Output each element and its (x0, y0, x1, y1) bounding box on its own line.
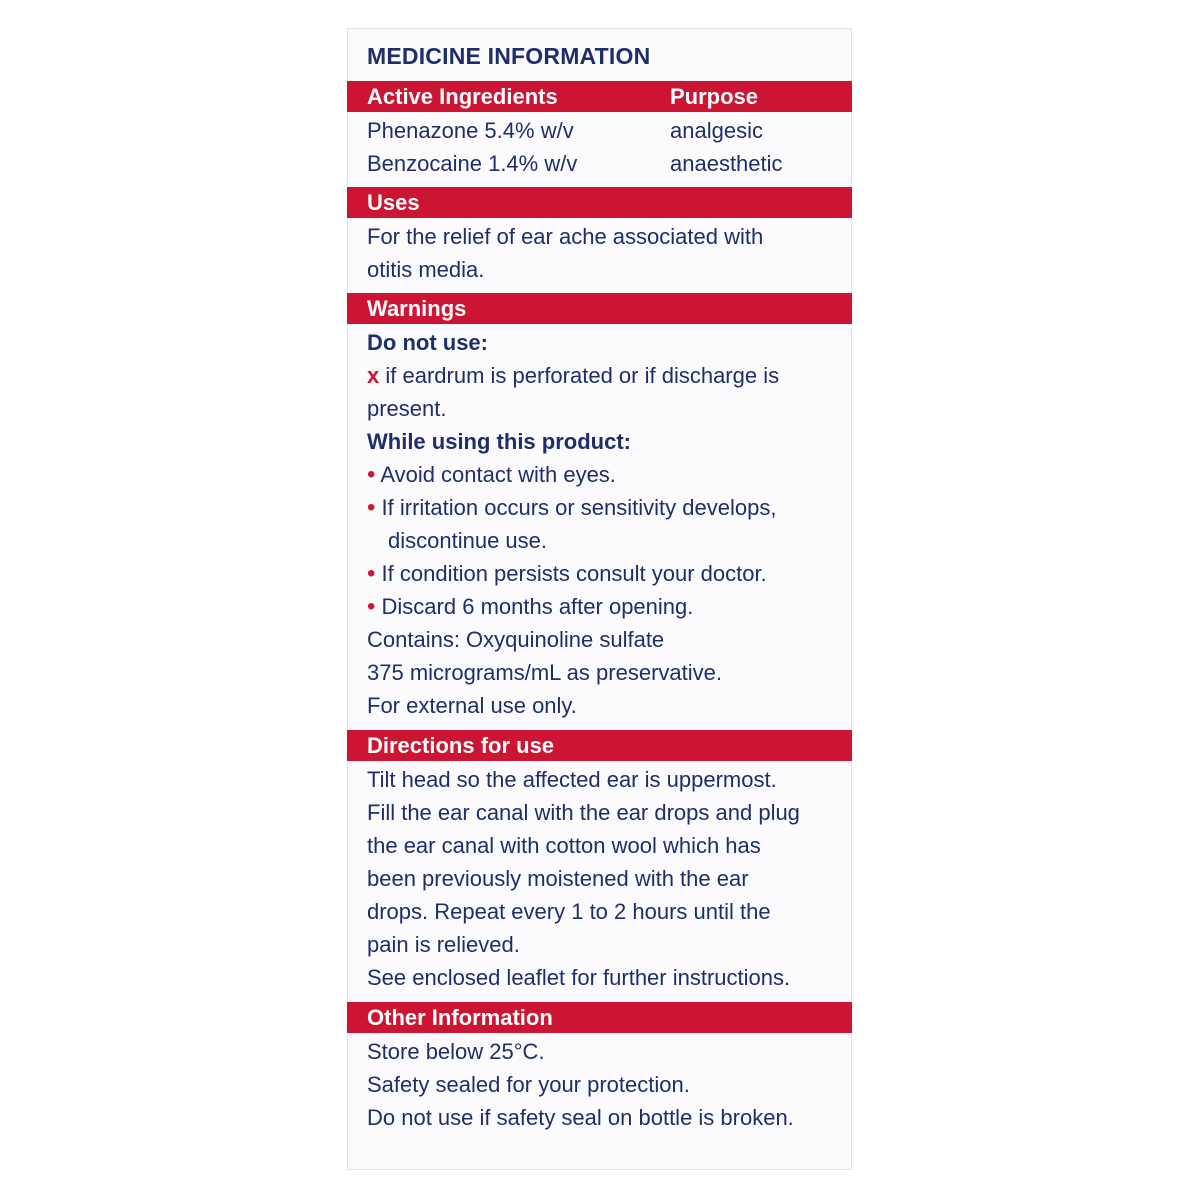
warnings-label: Warnings (367, 296, 467, 321)
purpose-label: Purpose (670, 84, 759, 109)
bullet-icon: • (367, 593, 376, 620)
directions-text: drops. Repeat every 1 to 2 hours until the (367, 899, 771, 924)
directions-label: Directions for use (367, 733, 555, 758)
uses-text: otitis media. (367, 257, 485, 282)
bullet-icon: • (367, 494, 376, 521)
bullet-text: If irritation occurs or sensitivity develops, (381, 495, 777, 520)
do-not-use-item (367, 359, 779, 392)
bullet-text-continued: discontinue use. (388, 528, 547, 553)
other-info-text: Do not use if safety seal on bottle is broken. (367, 1105, 794, 1130)
warning-bullet-item (367, 557, 767, 590)
do-not-use-heading: Do not use: (367, 330, 488, 355)
bullet-icon: • (367, 560, 376, 587)
ingredient-purpose: anaesthetic (670, 151, 783, 176)
uses-header (347, 187, 852, 218)
directions-text: been previously moistened with the ear (367, 866, 749, 891)
warning-extra-text: Contains: Oxyquinoline sulfate (367, 627, 665, 652)
bullet-text: Discard 6 months after opening. (381, 594, 694, 619)
directions-text: See enclosed leaflet for further instructions. (367, 965, 791, 990)
warning-extra-text: 375 micrograms/mL as preservative. (367, 660, 722, 685)
do-not-use-text: present. (367, 396, 447, 421)
warning-bullet-item (367, 590, 693, 623)
other-info-text: Safety sealed for your protection. (367, 1072, 690, 1097)
other-info-header (347, 1002, 852, 1033)
warnings-header (347, 293, 852, 324)
warning-bullet-item (367, 491, 776, 524)
ingredient-name: Phenazone 5.4% w/v (367, 118, 574, 143)
warning-bullet-item (367, 458, 616, 491)
directions-text: Fill the ear canal with the ear drops and plug (367, 800, 800, 825)
page-title: MEDICINE INFORMATION (367, 43, 651, 69)
bullet-text: Avoid contact with eyes. (380, 462, 616, 487)
other-info-text: Store below 25°C. (367, 1039, 545, 1064)
x-mark-icon: x (367, 363, 380, 388)
active-ingredients-label: Active Ingredients (367, 84, 558, 109)
warning-extra-text: For external use only. (367, 693, 577, 718)
do-not-use-text: if eardrum is perforated or if discharge is (385, 363, 780, 388)
directions-text: pain is relieved. (367, 932, 520, 957)
bullet-icon: • (367, 461, 376, 488)
other-info-label: Other Information (367, 1005, 553, 1030)
ingredient-row (367, 114, 574, 147)
bullet-text: If condition persists consult your doctor. (381, 561, 767, 586)
directions-text: Tilt head so the affected ear is uppermost. (367, 767, 777, 792)
uses-text: For the relief of ear ache associated with (367, 224, 764, 249)
directions-text: the ear canal with cotton wool which has (367, 833, 761, 858)
uses-label: Uses (367, 190, 420, 215)
while-using-heading: While using this product: (367, 429, 631, 454)
active-ingredients-header (347, 81, 852, 112)
ingredient-name: Benzocaine 1.4% w/v (367, 151, 578, 176)
ingredient-purpose: analgesic (670, 118, 763, 143)
ingredient-row (367, 147, 577, 180)
directions-header (347, 730, 852, 761)
